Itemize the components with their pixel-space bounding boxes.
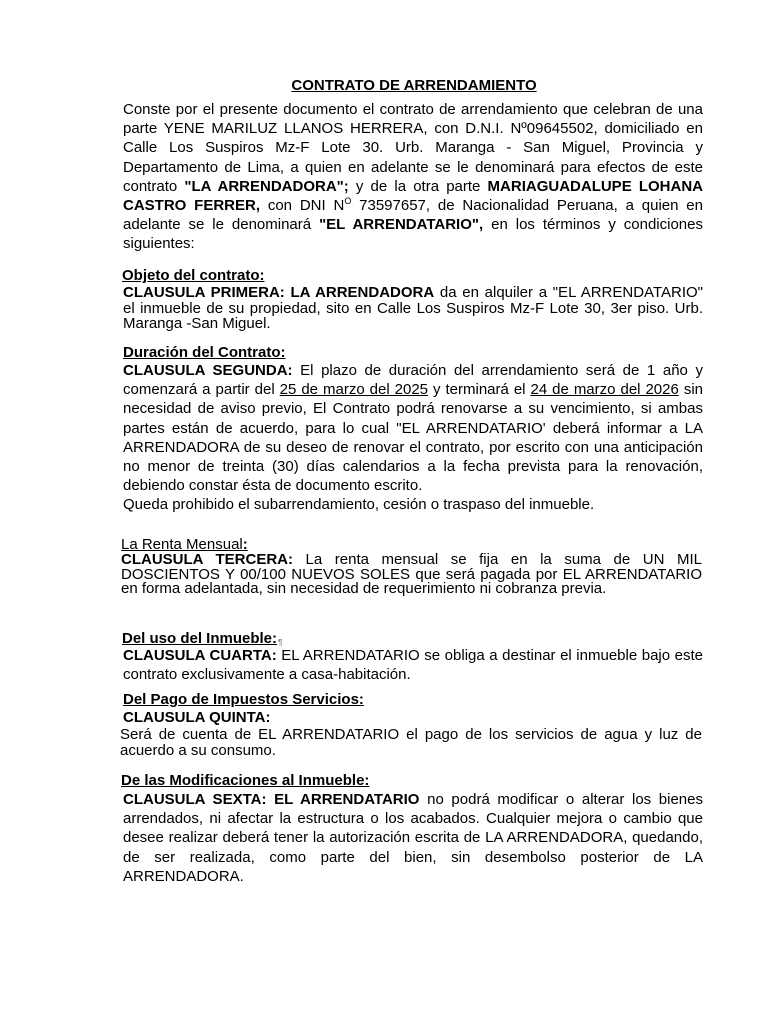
clause-tercera-label: CLAUSULA TERCERA: xyxy=(121,551,293,568)
intro-text-2: y de la otra parte xyxy=(348,177,488,195)
clause-quinta-text: Será de cuenta de EL ARRENDATARIO el pago de los servicios de agua y luz de acuerdo a su consumo. xyxy=(120,726,702,759)
clause-primera-text: da en alquiler a "EL ARRENDATARIO" el inmueble de su propiedad, sito en Calle Los Suspiros Mz-F Lote 30, 3er piso. Urb. Maranga -San Miguel. xyxy=(123,284,703,332)
arrendatario-label: "EL ARRENDATARIO", xyxy=(319,216,484,234)
clause-primera xyxy=(123,285,703,332)
start-date: 25 de marzo del 2025 xyxy=(279,381,429,399)
intro-text-3: con DNI N xyxy=(260,197,345,215)
clause-cuarta-label: CLAUSULA CUARTA: xyxy=(123,647,277,664)
clause-segunda-text-1: El plazo de duración del arrendamiento será de 1 año y comenzará a partir del xyxy=(123,362,703,399)
section-heading-duracion: Duración del Contrato: xyxy=(123,344,286,361)
clause-segunda-text-2: y terminará el xyxy=(428,381,531,399)
section-heading-modificaciones: De las Modificaciones al Inmueble: xyxy=(121,772,370,789)
numero-superscript: O xyxy=(344,196,352,207)
intro-text-4: 73597657, de Nacionalidad Peruana, a quien en adelante se le denominará xyxy=(123,197,703,234)
clause-tercera-text: La renta mensual se fija en la suma de UN MIL DOSCIENTOS Y 00/100 NUEVOS SOLES que será pagada por EL ARRENDATARIO en forma adelantada, sin necesidad de requerimiento ni cobranza previa. xyxy=(121,551,702,597)
clause-tercera xyxy=(121,553,702,597)
clause-segunda-label: CLAUSULA SEGUNDA: xyxy=(123,362,293,379)
intro-text-1: Conste por el presente documento el contrato de arrendamiento que celebran de una parte YENE MARILUZ LLANOS HERRERA, con D.N.I. Nº09645502, domiciliado en Calle Los Suspiros Mz-F Lote 30. Urb. Maranga - San Miguel, Provincia y Departamento de Lima, a quien en adelante se le denominará para efectos de este contrato xyxy=(123,101,703,195)
end-date: 24 de marzo del 2026 xyxy=(530,381,679,399)
clause-segunda-text-3: sin necesidad de aviso previo, El Contrato podrá renovarse a su vencimiento, si ambas partes están de acuerdo, para lo cual "EL ARRENDATARIO' deberá informar a LA ARRENDADORA de su deseo de renovar el contrato, por escrito con una anticipación no menor de treinta (30) días calendarios a la fecha prevista para la renovación, debiendo constar ésta de documento escrito. xyxy=(123,381,703,495)
paragraph-mark-icon: ¶ xyxy=(278,638,283,647)
document-title: CONTRATO DE ARRENDAMIENTO xyxy=(291,77,537,94)
intro-text-5: en los términos y condiciones siguientes: xyxy=(123,216,703,253)
clause-primera-label: CLAUSULA PRIMERA: LA ARRENDADORA xyxy=(123,284,435,301)
uso-heading-text: Del uso del Inmueble: xyxy=(122,630,278,647)
clause-sexta-text: no podrá modificar o alterar los bienes arrendados, ni afectar la estructura o los acabados. Cualquier mejora o cambio que desee realizar deberá tener la autorización escrita de LA ARRENDADORA, quedando, de ser realizada, como parte del bien, sin desembolso posterior de LA ARRENDADORA. xyxy=(123,791,703,885)
renta-heading-colon: : xyxy=(242,536,248,553)
clause-sexta xyxy=(123,790,703,886)
clause-cuarta xyxy=(123,646,703,684)
intro-paragraph xyxy=(123,100,703,254)
section-heading-pago: Del Pago de Impuestos Servicios: xyxy=(123,691,364,708)
renta-heading-text: La Renta Mensual xyxy=(121,536,243,553)
clause-quinta xyxy=(120,727,702,758)
subarrendamiento-note: Queda prohibido el subarrendamiento, cesión o traspaso del inmueble. xyxy=(123,496,595,514)
section-heading-objeto: Objeto del contrato: xyxy=(122,267,265,284)
arrendatario-name: MARIAGUADALUPE LOHANA CASTRO FERRER, xyxy=(123,177,703,215)
arrendadora-label: "LA ARRENDADORA"; xyxy=(184,177,349,195)
clause-sexta-label: CLAUSULA SEXTA: EL ARRENDATARIO xyxy=(123,791,420,808)
clause-segunda xyxy=(123,361,703,515)
clause-cuarta-text: EL ARRENDATARIO se obliga a destinar el inmueble bajo este contrato exclusivamente a casa-habitación. xyxy=(123,647,703,684)
clause-quinta-label: CLAUSULA QUINTA: xyxy=(123,709,271,726)
